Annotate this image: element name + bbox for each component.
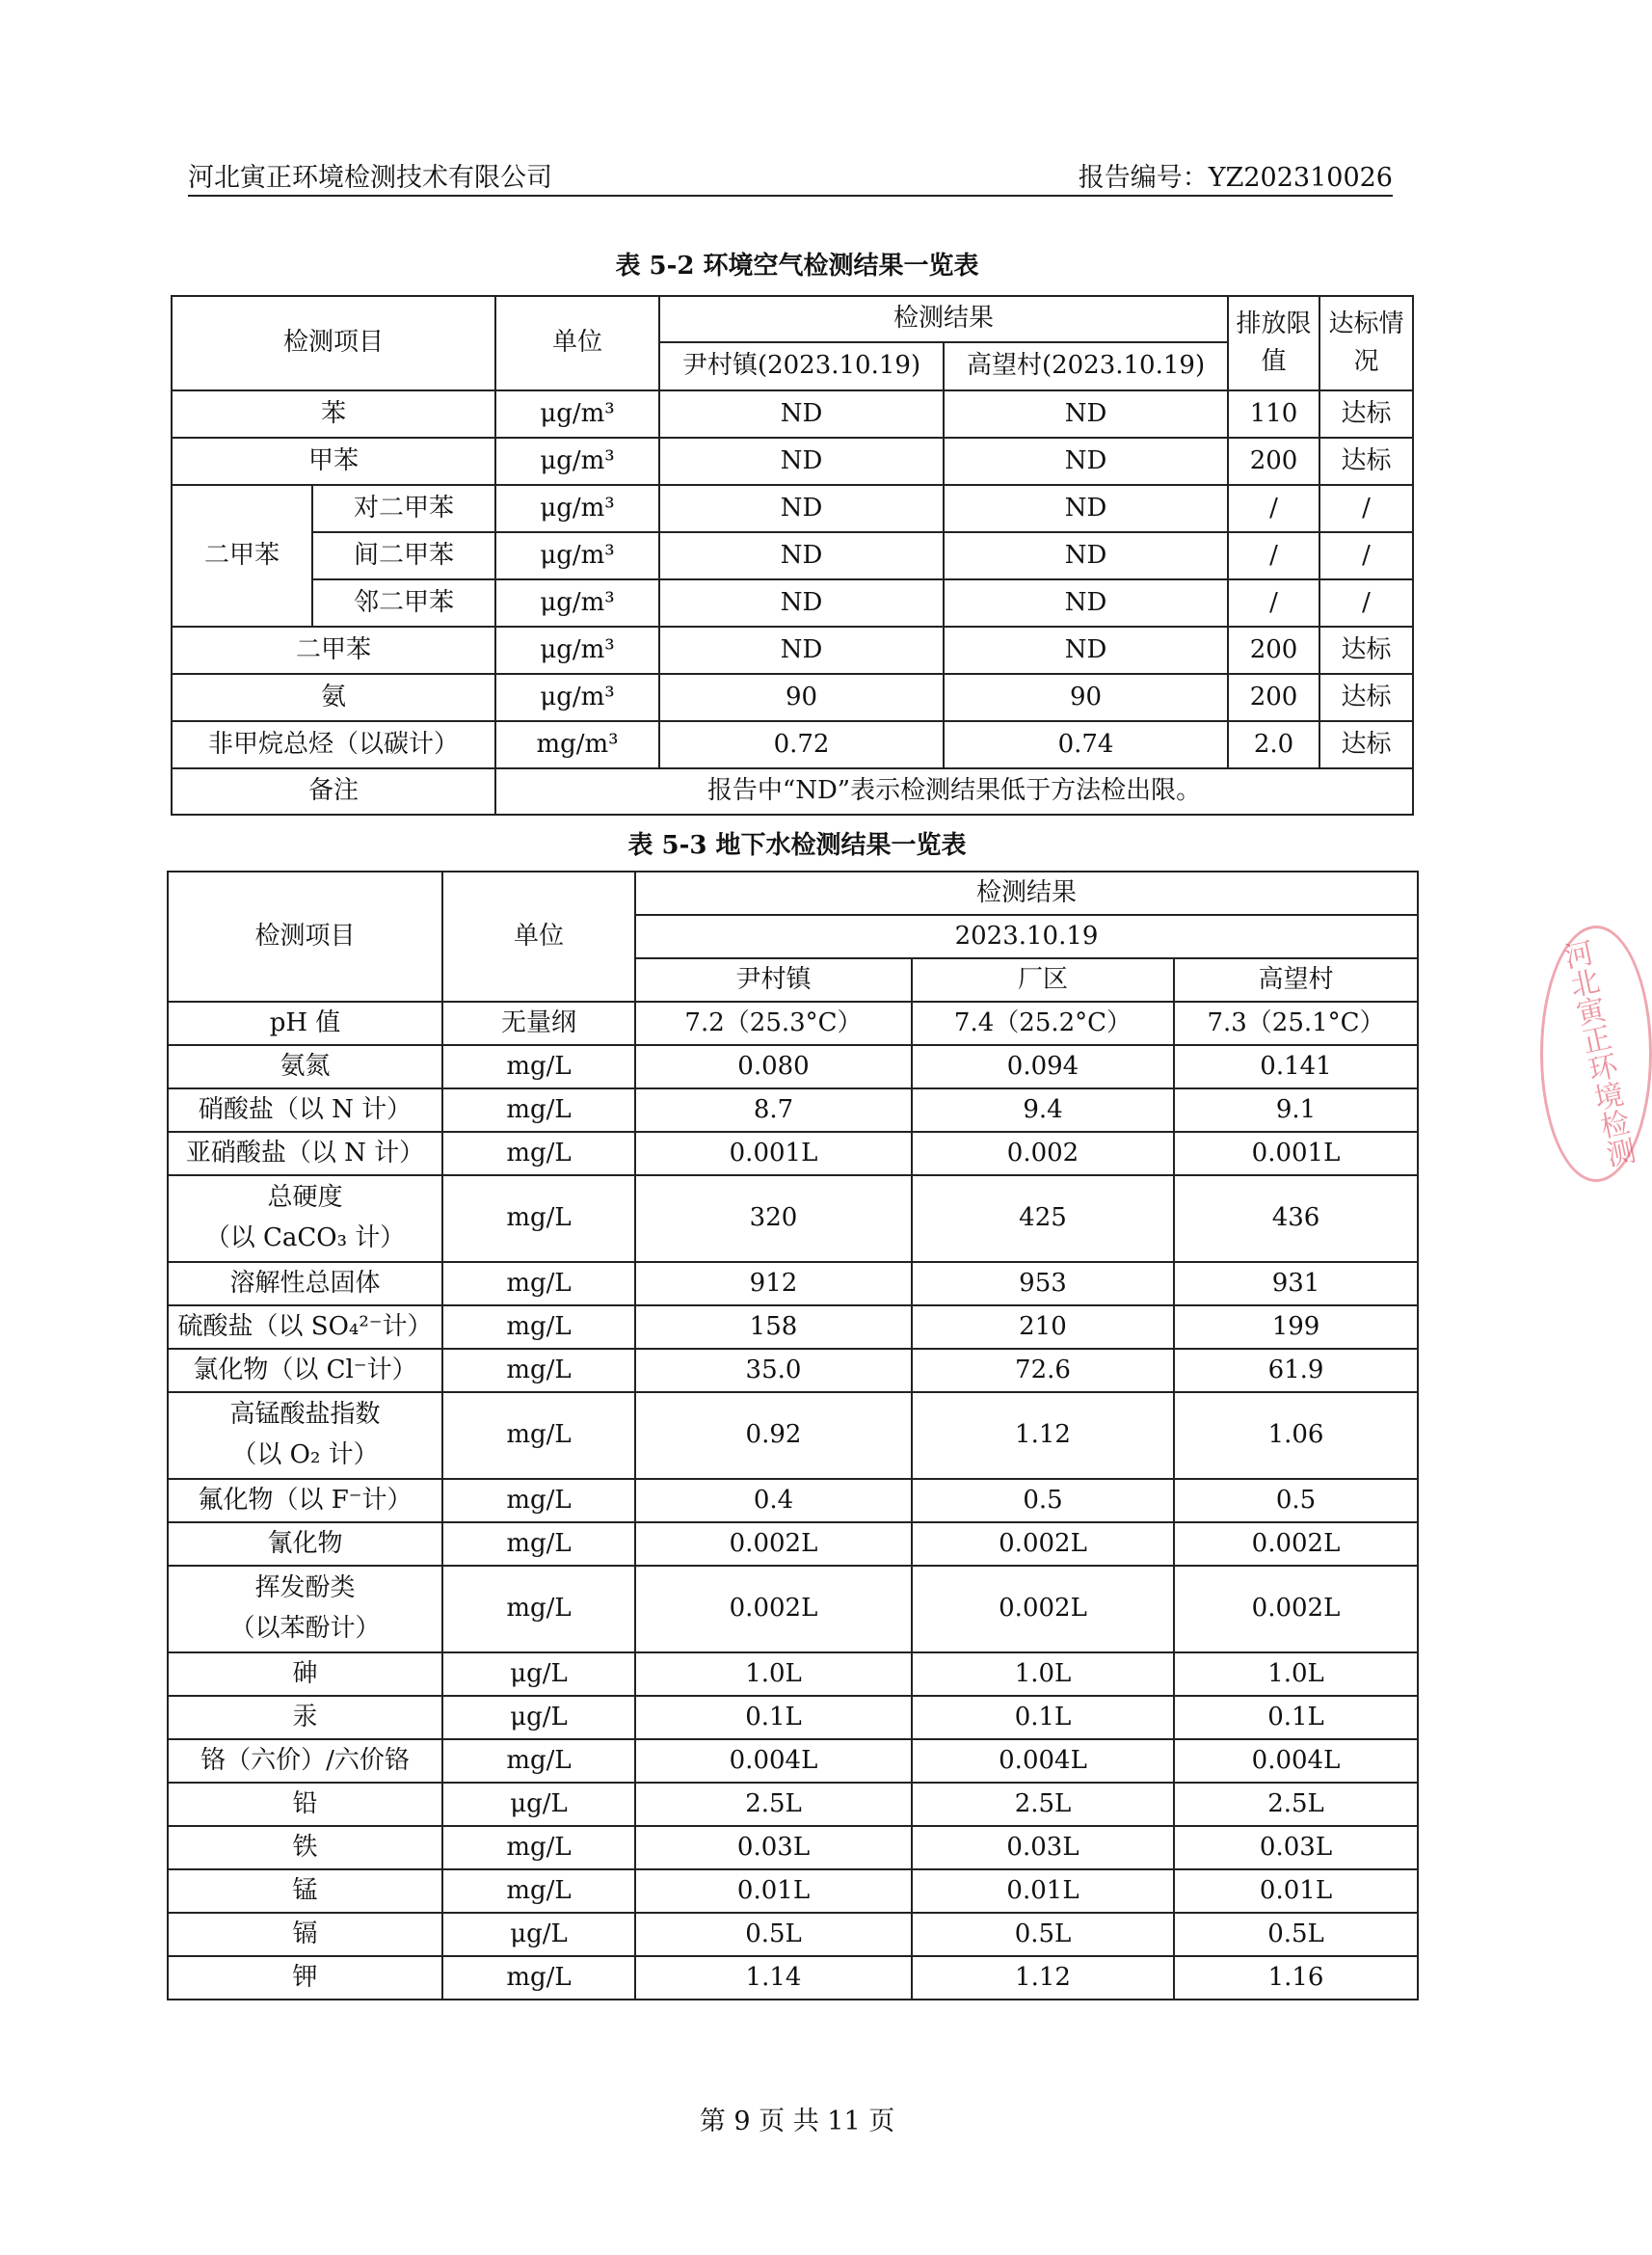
gw-item-cell: 镉 [168, 1913, 442, 1956]
gw-unit-cell: mg/L [442, 1392, 635, 1479]
table-row: 二甲苯 对二甲苯 μg/m³ ND ND / / [172, 485, 1413, 532]
gw-v2-cell: 0.002 [912, 1132, 1174, 1175]
gw-v2-cell: 425 [912, 1175, 1174, 1262]
gw-item-cell: 硫酸盐（以 SO₄²⁻计） [168, 1305, 442, 1349]
gw-unit-cell: 无量纲 [442, 1002, 635, 1045]
table-row: 甲苯 μg/m³ ND ND 200 达标 [172, 438, 1413, 485]
gw-item-cell: 硝酸盐（以 N 计） [168, 1088, 442, 1132]
table-row [168, 1913, 1418, 1956]
table-row: 氨 μg/m³ 90 90 200 达标 [172, 674, 1413, 721]
seal-text: 河北寅正环境检测 [1556, 936, 1638, 1170]
gw-unit-cell: mg/L [442, 1045, 635, 1088]
gw-v2-cell: 0.03L [912, 1826, 1174, 1869]
gw-header-unit: 单位 [442, 872, 635, 1002]
gw-v1-cell: 0.002L [635, 1522, 912, 1566]
gw-v2-cell: 2.5L [912, 1783, 1174, 1826]
gw-unit-cell: mg/L [442, 1956, 635, 2000]
gw-unit-cell: mg/L [442, 1479, 635, 1522]
gw-v3-cell: 0.002L [1174, 1522, 1418, 1566]
table-row: 非甲烷总烃（以碳计） mg/m³ 0.72 0.74 2.0 达标 [172, 721, 1413, 768]
table-row [172, 768, 1413, 815]
gw-item-cell: 汞 [168, 1696, 442, 1739]
table-row [168, 1479, 1418, 1522]
table-row [168, 1132, 1418, 1175]
gw-v2-cell: 0.01L [912, 1869, 1174, 1913]
table-row [168, 1566, 1418, 1652]
gw-v2-cell: 210 [912, 1305, 1174, 1349]
gw-table-body [168, 1002, 1418, 2000]
table-row [168, 1088, 1418, 1132]
table-row [168, 1826, 1418, 1869]
gw-v2-cell: 9.4 [912, 1088, 1174, 1132]
gw-v2-cell: 72.6 [912, 1349, 1174, 1392]
gw-v3-cell: 0.5L [1174, 1913, 1418, 1956]
gw-unit-cell: mg/L [442, 1349, 635, 1392]
gw-item-cell: 铁 [168, 1826, 442, 1869]
page-number: 第 9 页 共 11 页 [699, 2107, 895, 2136]
gw-item-cell: 铬（六价）/六价铬 [168, 1739, 442, 1783]
gw-v3-cell: 0.001L [1174, 1132, 1418, 1175]
gw-item-cell: 挥发酚类 （以苯酚计） [168, 1566, 442, 1652]
gw-item-cell: 总硬度 （以 CaCO₃ 计） [168, 1175, 442, 1262]
air-header-result: 检测结果 [659, 296, 1228, 342]
gw-v3-cell: 1.06 [1174, 1392, 1418, 1479]
air-header-limit: 排放限值 [1228, 296, 1319, 390]
gw-v1-cell: 0.1L [635, 1696, 912, 1739]
gw-v1-cell: 0.004L [635, 1739, 912, 1783]
gw-unit-cell: mg/L [442, 1739, 635, 1783]
gw-v3-cell: 436 [1174, 1175, 1418, 1262]
gw-v3-cell: 0.5 [1174, 1479, 1418, 1522]
gw-v2-cell: 0.094 [912, 1045, 1174, 1088]
gw-v3-cell: 0.002L [1174, 1566, 1418, 1652]
gw-item-cell: 砷 [168, 1652, 442, 1696]
gw-item-cell: 锰 [168, 1869, 442, 1913]
gw-item-cell: 铅 [168, 1783, 442, 1826]
gw-v1-cell: 8.7 [635, 1088, 912, 1132]
gw-header-date: 2023.10.19 [635, 915, 1418, 958]
gw-v2-cell: 1.12 [912, 1956, 1174, 2000]
table-row [168, 1739, 1418, 1783]
gw-unit-cell: mg/L [442, 1175, 635, 1262]
gw-item-cell: 氰化物 [168, 1522, 442, 1566]
gw-unit-cell: mg/L [442, 1132, 635, 1175]
gw-v3-cell: 0.01L [1174, 1869, 1418, 1913]
gw-v3-cell: 61.9 [1174, 1349, 1418, 1392]
gw-v2-cell: 7.4（25.2°C） [912, 1002, 1174, 1045]
gw-unit-cell: mg/L [442, 1088, 635, 1132]
gw-item-cell: 氯化物（以 Cl⁻计） [168, 1349, 442, 1392]
gw-header-site1: 尹村镇 [635, 958, 912, 1002]
gw-header-site3: 高望村 [1174, 958, 1418, 1002]
gw-v1-cell: 0.03L [635, 1826, 912, 1869]
gw-v2-cell: 0.004L [912, 1739, 1174, 1783]
gw-v1-cell: 0.5L [635, 1913, 912, 1956]
table-row: 二甲苯 μg/m³ ND ND 200 达标 [172, 627, 1413, 674]
gw-v2-cell: 953 [912, 1262, 1174, 1305]
gw-v2-cell: 0.5 [912, 1479, 1174, 1522]
gw-v2-cell: 0.1L [912, 1696, 1174, 1739]
report-number: 报告编号：YZ202310026 [1078, 163, 1393, 193]
table-row [168, 1783, 1418, 1826]
gw-v3-cell: 0.004L [1174, 1739, 1418, 1783]
gw-unit-cell: mg/L [442, 1566, 635, 1652]
gw-unit-cell: μg/L [442, 1652, 635, 1696]
gw-v2-cell: 0.002L [912, 1566, 1174, 1652]
gw-table-title: 表 5-3 地下水检测结果一览表 [627, 831, 967, 860]
gw-v1-cell: 1.14 [635, 1956, 912, 2000]
gw-v3-cell: 0.1L [1174, 1696, 1418, 1739]
groundwater-table [167, 871, 1419, 2000]
gw-v3-cell: 0.03L [1174, 1826, 1418, 1869]
table-row [168, 1522, 1418, 1566]
company-name: 河北寅正环境检测技术有限公司 [188, 163, 552, 193]
gw-header-item: 检测项目 [168, 872, 442, 1002]
gw-v1-cell: 0.002L [635, 1566, 912, 1652]
gw-unit-cell: mg/L [442, 1869, 635, 1913]
table-row [168, 1305, 1418, 1349]
gw-unit-cell: mg/L [442, 1826, 635, 1869]
gw-unit-cell: mg/L [442, 1305, 635, 1349]
gw-v3-cell: 7.3（25.1°C） [1174, 1002, 1418, 1045]
table-row [168, 1956, 1418, 2000]
gw-v2-cell: 0.5L [912, 1913, 1174, 1956]
gw-unit-cell: mg/L [442, 1522, 635, 1566]
gw-header-result: 检测结果 [635, 872, 1418, 915]
gw-v1-cell: 7.2（25.3°C） [635, 1002, 912, 1045]
gw-unit-cell: mg/L [442, 1262, 635, 1305]
gw-v3-cell: 931 [1174, 1262, 1418, 1305]
gw-unit-cell: μg/L [442, 1783, 635, 1826]
table-row [168, 1045, 1418, 1088]
gw-v1-cell: 0.01L [635, 1869, 912, 1913]
table-row [168, 1869, 1418, 1913]
table-row: 间二甲苯 μg/m³ ND ND / / [172, 532, 1413, 579]
table-row [168, 1175, 1418, 1262]
table-row [168, 1696, 1418, 1739]
gw-item-cell: 溶解性总固体 [168, 1262, 442, 1305]
table-row: 邻二甲苯 μg/m³ ND ND / / [172, 579, 1413, 627]
gw-v1-cell: 0.4 [635, 1479, 912, 1522]
gw-unit-cell: μg/L [442, 1696, 635, 1739]
gw-v1-cell: 0.92 [635, 1392, 912, 1479]
gw-v1-cell: 912 [635, 1262, 912, 1305]
gw-item-cell: 亚硝酸盐（以 N 计） [168, 1132, 442, 1175]
note-label: 备注 [172, 768, 495, 815]
gw-item-cell: pH 值 [168, 1002, 442, 1045]
table-row [168, 1262, 1418, 1305]
gw-v3-cell: 9.1 [1174, 1088, 1418, 1132]
gw-v1-cell: 1.0L [635, 1652, 912, 1696]
gw-item-cell: 氨氮 [168, 1045, 442, 1088]
gw-v2-cell: 1.0L [912, 1652, 1174, 1696]
table-row [168, 1002, 1418, 1045]
table-row [168, 1392, 1418, 1479]
table-row: 苯 μg/m³ ND ND 110 达标 [172, 390, 1413, 438]
air-header-site2: 高望村(2023.10.19) [944, 342, 1228, 390]
gw-v2-cell: 0.002L [912, 1522, 1174, 1566]
air-header-item: 检测项目 [172, 296, 495, 390]
air-table-title: 表 5-2 环境空气检测结果一览表 [615, 252, 979, 281]
gw-v1-cell: 320 [635, 1175, 912, 1262]
gw-v1-cell: 2.5L [635, 1783, 912, 1826]
gw-v1-cell: 35.0 [635, 1349, 912, 1392]
gw-v1-cell: 158 [635, 1305, 912, 1349]
gw-header-site2: 厂区 [912, 958, 1174, 1002]
gw-v1-cell: 0.001L [635, 1132, 912, 1175]
air-quality-table [171, 295, 1414, 816]
air-header-site1: 尹村镇(2023.10.19) [659, 342, 944, 390]
gw-v2-cell: 1.12 [912, 1392, 1174, 1479]
gw-v3-cell: 2.5L [1174, 1783, 1418, 1826]
table-row [168, 1349, 1418, 1392]
xylene-group-label: 二甲苯 [172, 485, 312, 627]
gw-item-cell: 钾 [168, 1956, 442, 2000]
seal-stamp [1540, 926, 1652, 1182]
gw-unit-cell: μg/L [442, 1913, 635, 1956]
air-header-unit: 单位 [495, 296, 659, 390]
note-text: 报告中“ND”表示检测结果低于方法检出限。 [495, 768, 1413, 815]
gw-item-cell: 氟化物（以 F⁻计） [168, 1479, 442, 1522]
table-row [168, 1652, 1418, 1696]
gw-v1-cell: 0.080 [635, 1045, 912, 1088]
gw-v3-cell: 1.16 [1174, 1956, 1418, 2000]
air-header-status: 达标情况 [1319, 296, 1413, 390]
gw-item-cell: 高锰酸盐指数 （以 O₂ 计） [168, 1392, 442, 1479]
gw-v3-cell: 0.141 [1174, 1045, 1418, 1088]
page-header [188, 150, 1393, 197]
gw-v3-cell: 199 [1174, 1305, 1418, 1349]
gw-v3-cell: 1.0L [1174, 1652, 1418, 1696]
